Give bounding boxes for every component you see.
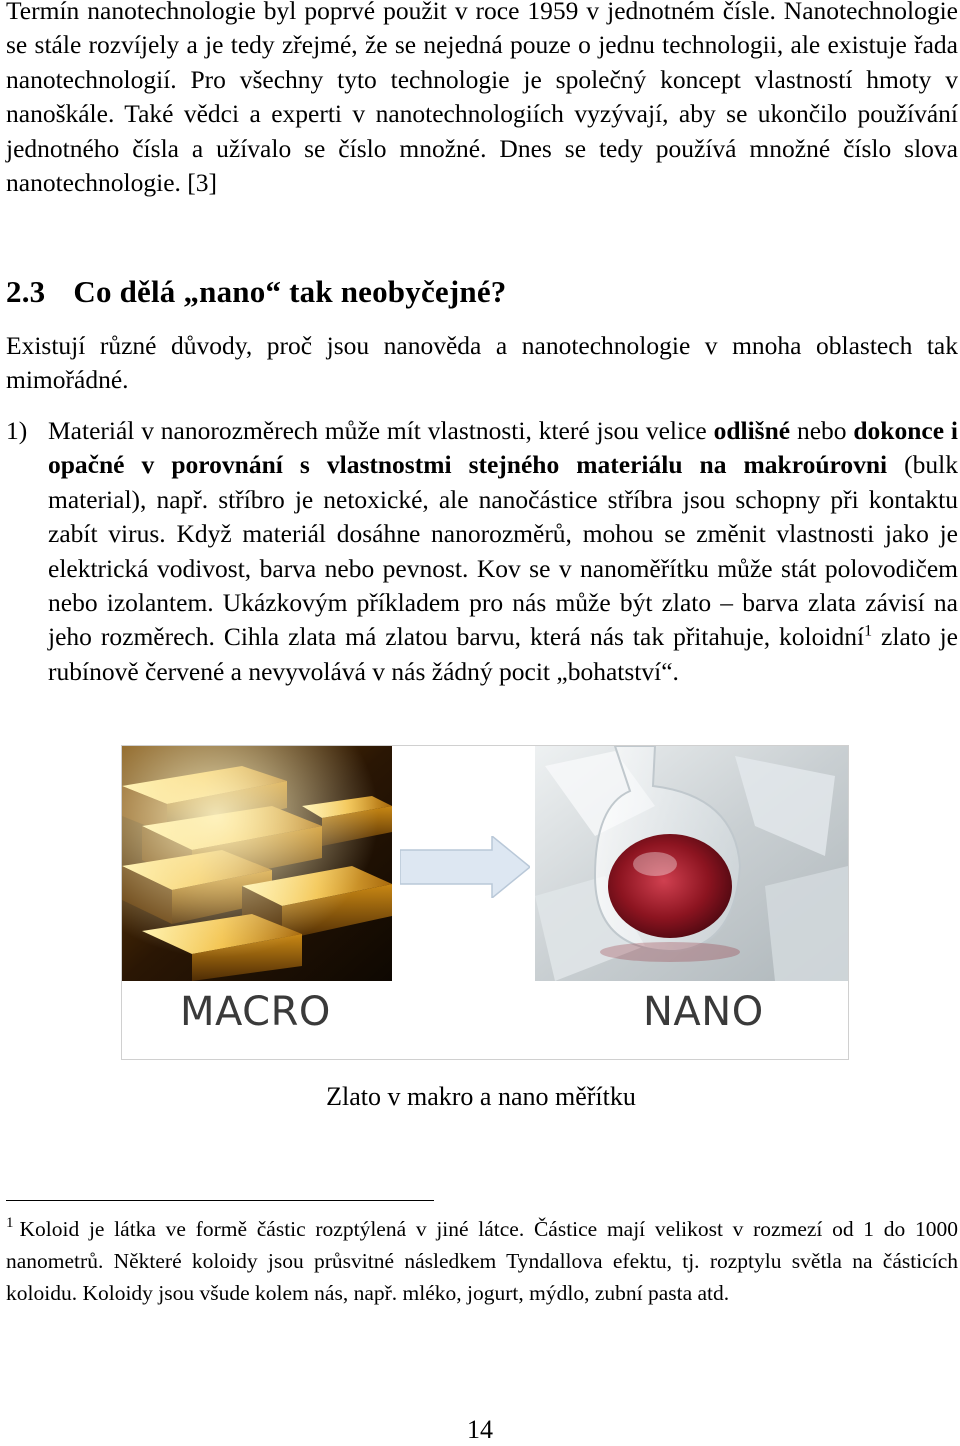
flask-illustration	[535, 746, 848, 981]
list-marker: 1)	[6, 416, 28, 445]
colloidal-gold-flask-image	[535, 746, 848, 981]
footnote-reference[interactable]: 1	[864, 622, 873, 640]
section-heading	[6, 272, 507, 312]
figure-caption	[0, 1080, 960, 1114]
text-segment: Materiál v nanorozměrech může mít vlastnosti, které jsou velice	[48, 416, 714, 445]
macro-label: MACRO	[180, 989, 331, 1035]
footnote-separator	[6, 1200, 434, 1201]
list-item-1	[6, 414, 958, 689]
footnote	[6, 1213, 958, 1309]
page-number: 14	[467, 1415, 493, 1444]
caption-text: Zlato v makro a nano měřítku	[326, 1082, 636, 1111]
gold-bars-image	[122, 746, 392, 981]
footnote-mark: 1	[6, 1215, 14, 1231]
paragraph-reasons: Existují různé důvody, proč jsou nanověda a nanotechnologie v mnoha oblastech tak mimořádné.	[6, 331, 958, 395]
footnote-text: Koloid je látka ve formě částic rozptýlená v jiné látce. Částice mají velikost v rozmezí od 1 do 1000 nanometrů. Některé koloidy jsou průsvitné následkem Tyndallova efektu, tj. rozptylu světla na částicích koloidu. Koloidy jsou všude kolem nás, např. mléko, jogurt, mýdlo, zubní pasta atd.	[6, 1217, 958, 1305]
nano-label: NANO	[643, 989, 764, 1035]
section-title: Co dělá „nano“ tak neobyčejné?	[73, 274, 507, 309]
bold-different: odlišné	[713, 416, 791, 445]
list-item-text	[48, 414, 958, 689]
text-segment: zlato je rubínově červené a nevyvolává v nás žádný pocit „bohatství“.	[48, 622, 959, 686]
section-number: 2.3	[6, 274, 46, 309]
bold-opposite: dokonce i opačné v porovnání s vlastnostmi stejného materiálu na makroúrovni	[48, 416, 958, 480]
gold-macro-nano-figure	[121, 745, 849, 1060]
paragraph-nanotechnology-term: Termín nanotechnologie byl poprvé použit v roce 1959 v jednotném čísle. Nanotechnologie se stále rozvíjely a je tedy zřejmé, že se nejedná pouze o jednu technologii, ale existuje řada nanotechnologií. Pro všechny tyto technologie je společný koncept vlastností hmoty v nanoškále. Také vědci a experti v nanotechnologiích vyzývají, aby se ukončilo používání jednotného čísla a užívalo se číslo množné. Dnes se tedy používá množné číslo slova nanotechnologie. [3]	[6, 0, 958, 198]
text-segment: (bulk material), např. stříbro je netoxické, ale nanočástice stříbra jsou schopny při kontaktu zabít virus. Když materiál dosáhne nanorozměrů, mohou se změnit vlastnosti jako je elektrická vodivost, barva nebo pevnost. Kov se v nanoměřítku může stát polovodičem nebo izolantem. Ukázkovým příkladem pro nás může být zlato – barva zlata závisí na jeho rozměrech. Cihla zlata má zlatou barvu, která nás tak přitahuje, koloidní	[48, 450, 959, 652]
text-segment: nebo	[790, 416, 854, 445]
gold-bars-illustration	[122, 746, 392, 981]
arrow-icon	[400, 836, 530, 898]
